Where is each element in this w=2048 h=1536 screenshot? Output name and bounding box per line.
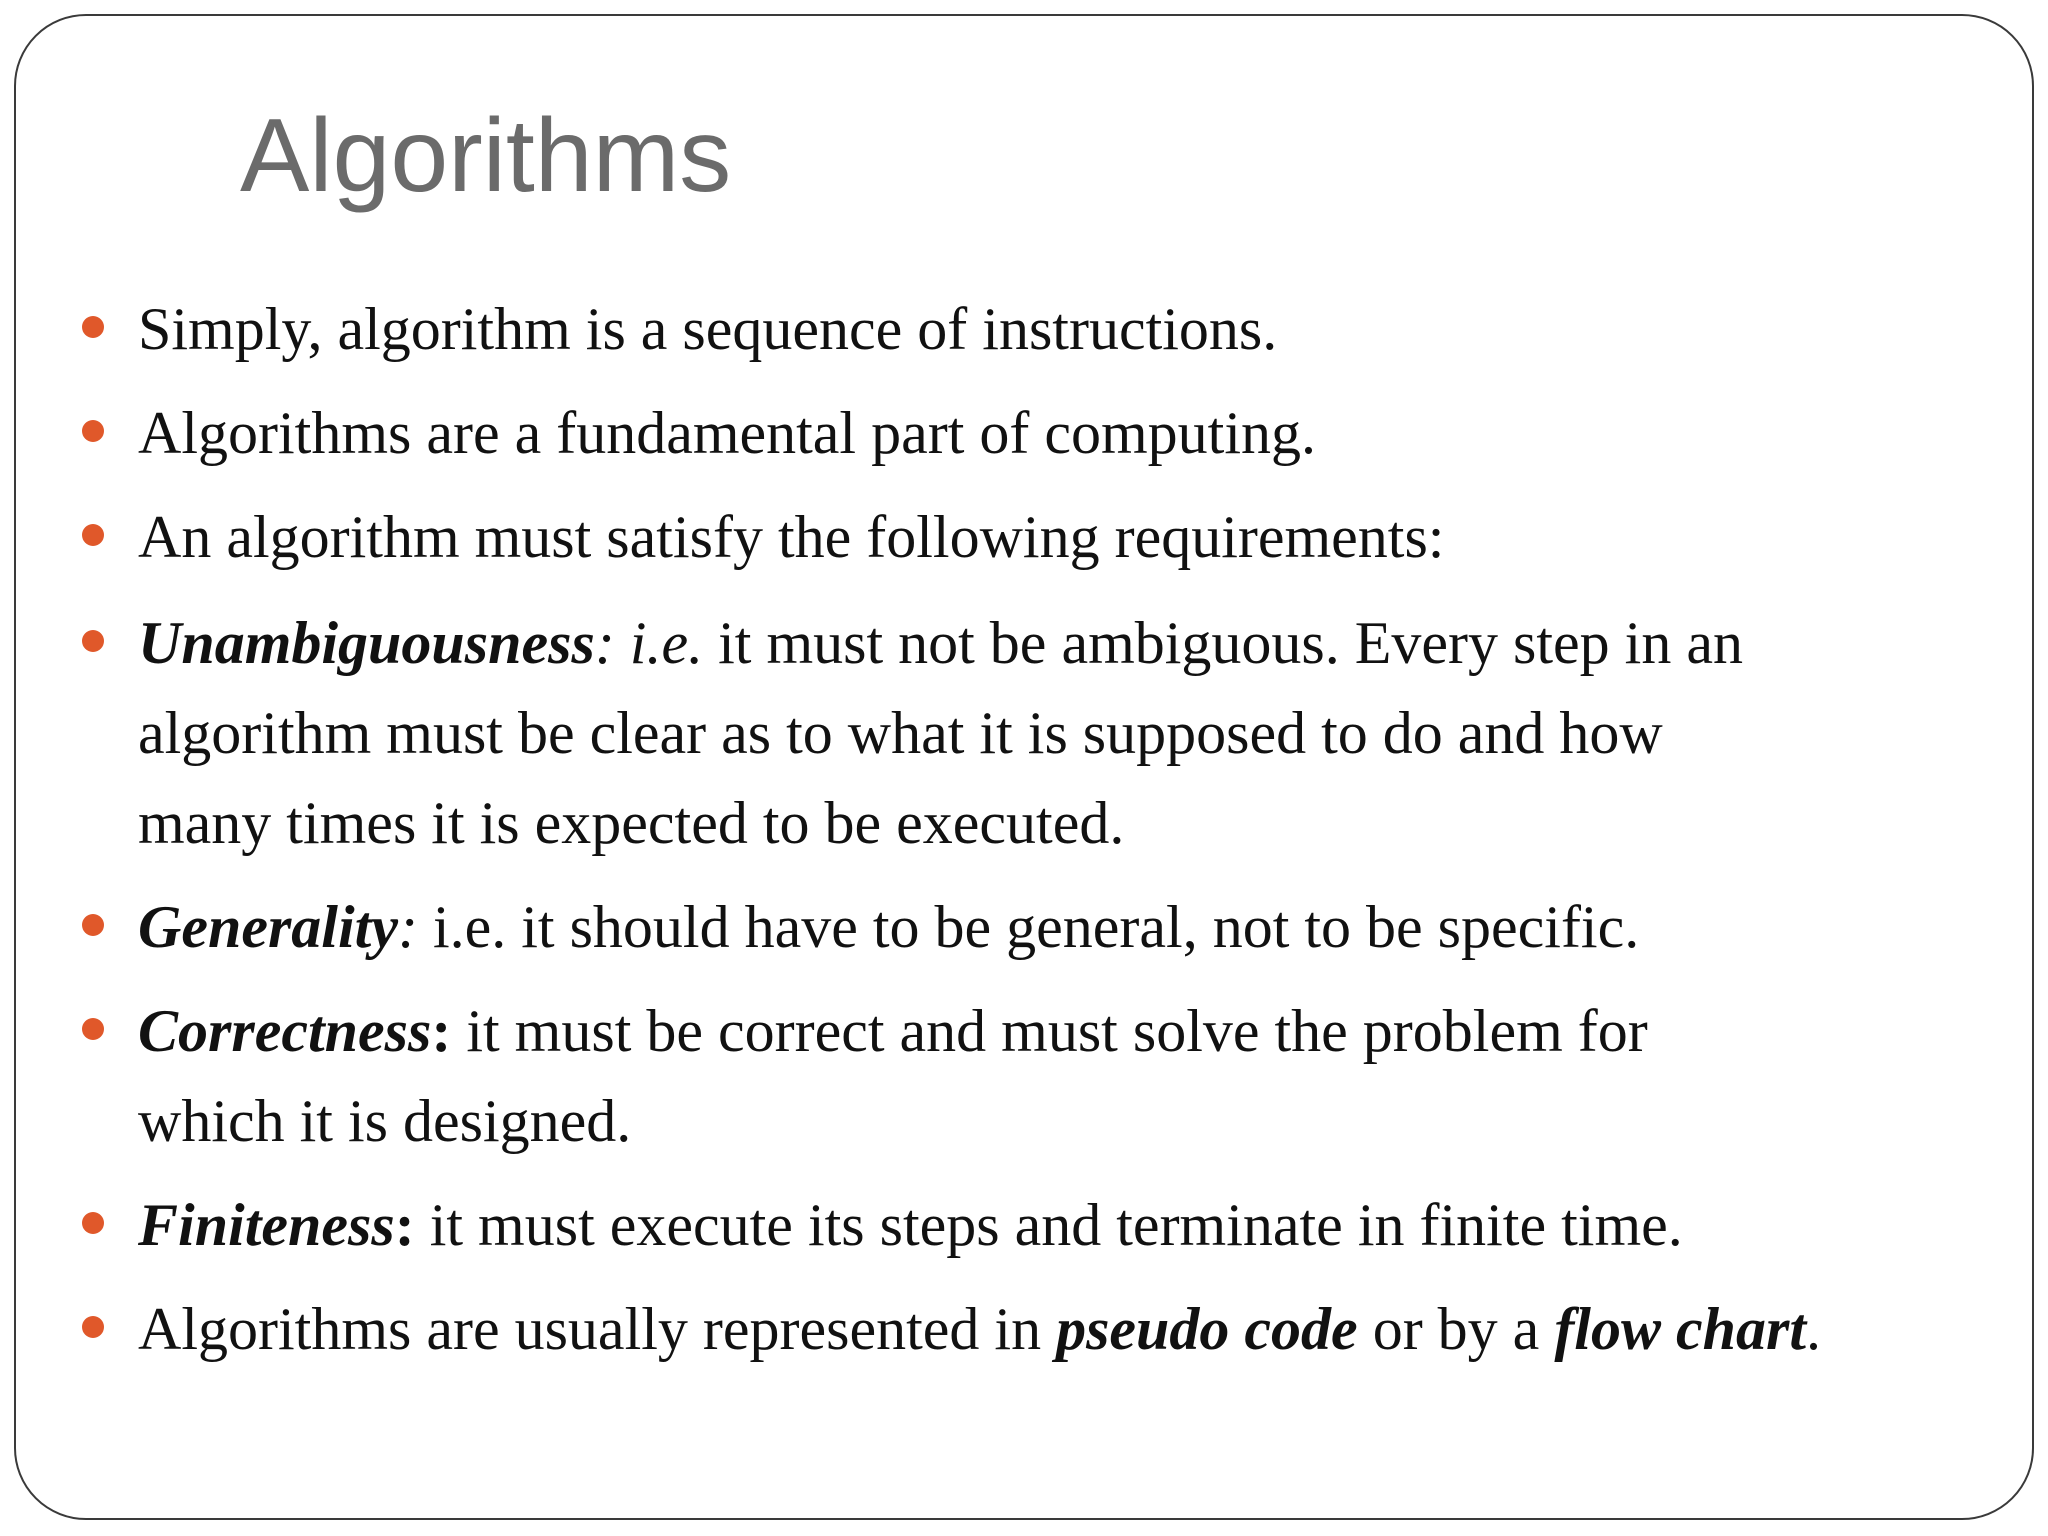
- bullet-line: [138, 778, 1968, 868]
- bullet-dot-icon: [82, 1018, 104, 1040]
- bullet-line: [138, 1284, 1968, 1374]
- bullet-dot-icon: [82, 524, 104, 546]
- emphasis-text: Generality: [138, 894, 398, 960]
- bullet-text: or by a: [1357, 1296, 1555, 1362]
- emphasis-text: pseudo code: [1056, 1296, 1358, 1362]
- bullet-item: [138, 986, 1968, 1166]
- bullet-dot-icon: [82, 316, 104, 338]
- bullet-text: Algorithms are a fundamental part of computing.: [138, 400, 1316, 466]
- bullet-line: [138, 388, 1968, 478]
- bullet-item: [138, 492, 1968, 582]
- bullet-text: it must execute its steps and terminate in finite time.: [414, 1192, 1683, 1258]
- bullet-dot-icon: [82, 420, 104, 442]
- bullet-dot-icon: [82, 630, 104, 652]
- bullet-line: [138, 688, 1968, 778]
- bullet-item: [138, 1180, 1968, 1270]
- bullet-line: [138, 1076, 1968, 1166]
- bullet-text: algorithm must be clear as to what it is supposed to do and how: [138, 700, 1663, 766]
- bullet-item: [138, 284, 1968, 374]
- emphasis-text: : i.e.: [594, 610, 704, 676]
- emphasis-text: :: [431, 998, 452, 1064]
- slide-frame: [14, 14, 2034, 1520]
- bullet-item: [138, 388, 1968, 478]
- emphasis-text: :: [394, 1192, 415, 1258]
- bullet-line: [138, 598, 1968, 688]
- bullet-item: [138, 1284, 1968, 1374]
- bullet-text: many times it is expected to be executed.: [138, 790, 1125, 856]
- emphasis-text: Finiteness: [138, 1192, 395, 1258]
- bullet-text: An algorithm must satisfy the following requirements:: [138, 504, 1445, 570]
- bullet-line: [138, 492, 1968, 582]
- bullet-line: [138, 284, 1968, 374]
- bullet-dot-icon: [82, 1212, 104, 1234]
- bullet-text: .: [1806, 1296, 1822, 1362]
- bullet-text: it must be correct and must solve the problem for: [451, 998, 1648, 1064]
- emphasis-text: Unambiguousness: [138, 610, 595, 676]
- emphasis-text: Correctness: [138, 998, 432, 1064]
- bullet-item: [138, 882, 1968, 972]
- bullet-text: Algorithms are usually represented in: [138, 1296, 1057, 1362]
- bullet-text: i.e. it should have to be general, not to be specific.: [417, 894, 1640, 960]
- bullet-text: which it is designed.: [138, 1088, 632, 1154]
- bullet-text: Simply, algorithm is a sequence of instructions.: [138, 296, 1278, 362]
- slide-title: Algorithms: [240, 98, 732, 214]
- bullet-line: [138, 882, 1968, 972]
- bullet-text: it must not be ambiguous. Every step in an: [703, 610, 1743, 676]
- bullet-dot-icon: [82, 914, 104, 936]
- bullet-line: [138, 986, 1968, 1076]
- bullet-item: [138, 598, 1968, 868]
- bullet-dot-icon: [82, 1316, 104, 1338]
- emphasis-text: flow chart: [1554, 1296, 1807, 1362]
- bullet-line: [138, 1180, 1968, 1270]
- emphasis-text: :: [397, 894, 418, 960]
